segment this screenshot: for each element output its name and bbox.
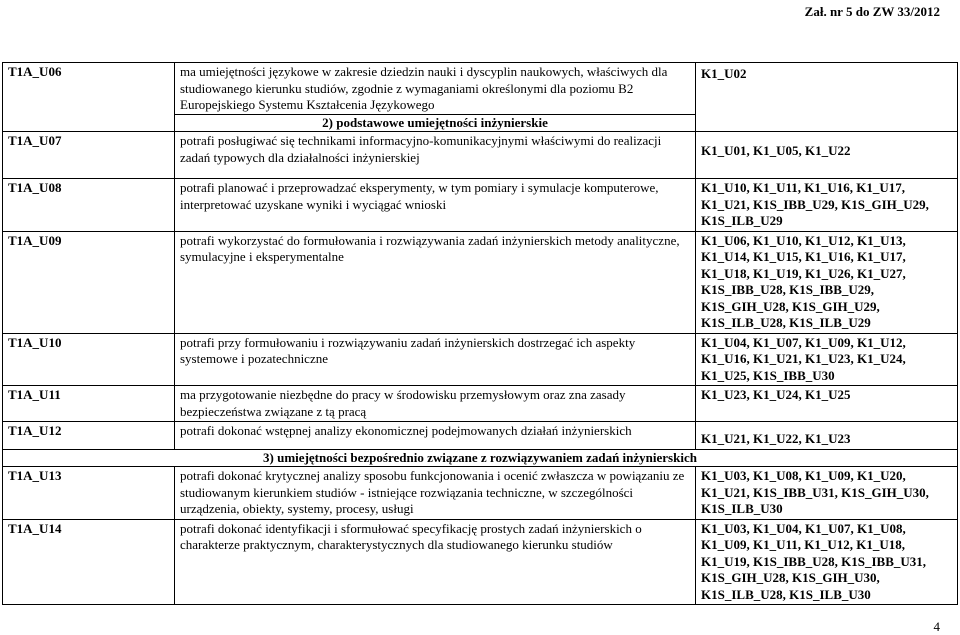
outcome-effects: K1_U21, K1_U22, K1_U23 (696, 422, 958, 450)
section-heading-2: 2) podstawowe umiejętności inżynierskie (175, 114, 695, 132)
outcome-description: potrafi posługiwać się technikami informacyjno-komunikacyjnymi właściwymi do realizacji zadań typowych dla działalności inżynierskiej (175, 132, 696, 179)
learning-outcomes-table (2, 62, 958, 605)
outcome-effects: K1_U10, K1_U11, K1_U16, K1_U17, K1_U21, K1S_IBB_U29, K1S_GIH_U29, K1S_ILB_U29 (696, 179, 958, 232)
outcome-code: T1A_U12 (3, 422, 175, 450)
outcome-code: T1A_U09 (3, 231, 175, 333)
section-heading-3: 3) umiejętności bezpośrednio związane z rozwiązywaniem zadań inżynierskich (3, 449, 958, 467)
outcome-description: potrafi dokonać wstępnej analizy ekonomicznej podejmowanych działań inżynierskich (175, 422, 696, 450)
outcome-description: potrafi wykorzystać do formułowania i rozwiązywania zadań inżynierskich metody analityczne, symulacyjne i eksperymentalne (175, 231, 696, 333)
outcome-description: potrafi dokonać identyfikacji i sformułować specyfikację prostych zadań inżynierskich o charakterze praktycznym, charakterystycznych dla studiowanego kierunku studiów (175, 519, 696, 605)
outcome-effects: K1_U06, K1_U10, K1_U12, K1_U13, K1_U14, K1_U15, K1_U16, K1_U17, K1_U18, K1_U19, K1_U26, K1_U27, K1S_IBB_U28, K1S_IBB_U29, K1S_GIH_U28, K1S_GIH_U29, K1S_ILB_U28, K1S_ILB_U29 (696, 231, 958, 333)
table-row (3, 231, 958, 333)
outcome-code: T1A_U11 (3, 386, 175, 422)
page-number: 4 (933, 619, 940, 634)
outcome-effects: K1_U23, K1_U24, K1_U25 (696, 386, 958, 422)
outcome-code: T1A_U10 (3, 333, 175, 386)
document-header: Zał. nr 5 do ZW 33/2012 (804, 4, 940, 19)
table-row (3, 386, 958, 422)
outcome-description: ma przygotowanie niezbędne do pracy w środowisku przemysłowym oraz zna zasady bezpieczeństwa związane z tą pracą (175, 386, 696, 422)
outcome-code: T1A_U14 (3, 519, 175, 605)
table-row (3, 519, 958, 605)
table-row (3, 63, 958, 132)
outcome-description: potrafi dokonać krytycznej analizy sposobu funkcjonowania i ocenić zwłaszcza w powiązaniu ze studiowanym kierunkiem studiów - istniejące rozwiązania techniczne, w szczególności urządzenia, obiekty, systemy, procesy, usługi (175, 467, 696, 520)
table-row (3, 422, 958, 450)
outcome-effects: K1_U01, K1_U05, K1_U22 (696, 132, 958, 179)
outcome-description: potrafi planować i przeprowadzać eksperymenty, w tym pomiary i symulacje komputerowe, interpretować uzyskane wyniki i wyciągać wnioski (175, 179, 696, 232)
table-row (3, 333, 958, 386)
outcome-effects: K1_U03, K1_U04, K1_U07, K1_U08, K1_U09, K1_U11, K1_U12, K1_U18, K1_U19, K1S_IBB_U28, K1S_IBB_U31, K1S_GIH_U28, K1S_GIH_U30, K1S_ILB_U28, K1S_ILB_U30 (696, 519, 958, 605)
outcome-effects: K1_U03, K1_U08, K1_U09, K1_U20, K1_U21, K1S_IBB_U31, K1S_GIH_U30, K1S_ILB_U30 (696, 467, 958, 520)
outcome-text: ma umiejętności językowe w zakresie dziedzin nauki i dyscyplin naukowych, właściwych dla studiowanego kierunku studiów, zgodnie z wymaganiami określonymi dla poziomu B2 Europejskiego Systemu Kształcenia Językowego (180, 64, 668, 112)
table-row (3, 467, 958, 520)
outcome-effects: K1_U04, K1_U07, K1_U09, K1_U12, K1_U16, K1_U21, K1_U23, K1_U24, K1_U25, K1S_IBB_U30 (696, 333, 958, 386)
table-row (3, 179, 958, 232)
outcome-description: potrafi przy formułowaniu i rozwiązywaniu zadań inżynierskich dostrzegać ich aspekty systemowe i pozatechniczne (175, 333, 696, 386)
table-row (3, 132, 958, 179)
outcome-description (175, 63, 696, 132)
outcome-code: T1A_U07 (3, 132, 175, 179)
outcome-code: T1A_U08 (3, 179, 175, 232)
outcome-code: T1A_U13 (3, 467, 175, 520)
outcome-code: T1A_U06 (3, 63, 175, 132)
outcome-effects: K1_U02 (696, 63, 958, 132)
section-row (3, 449, 958, 467)
